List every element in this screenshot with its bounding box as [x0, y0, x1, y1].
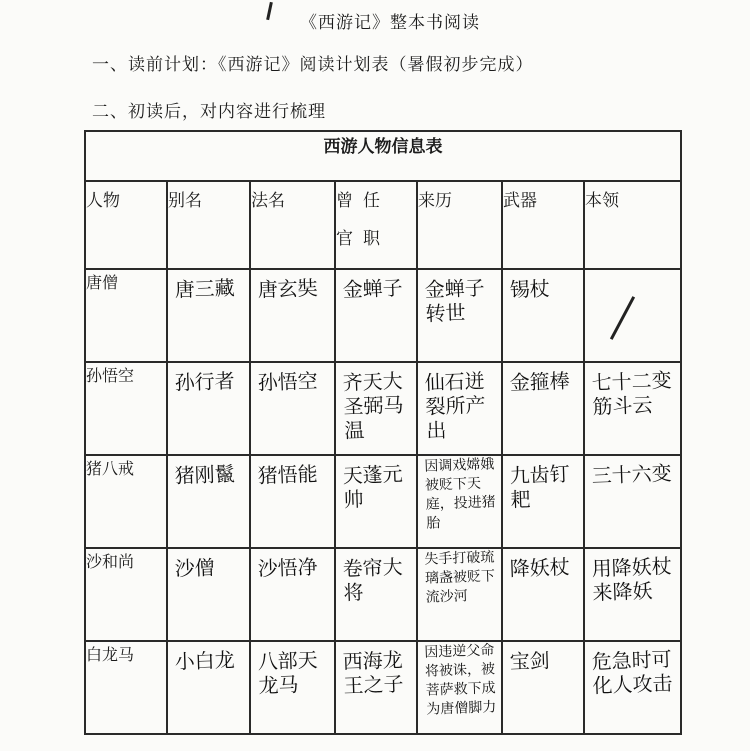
alias-text: 唐三藏: [174, 275, 236, 302]
origin-text: 仙石迸裂所产出: [424, 368, 486, 443]
alias-cell: [167, 455, 250, 548]
office-cell: [335, 641, 417, 734]
alias-text: 猪刚鬣: [174, 461, 236, 488]
character-name: 猪八戒: [85, 455, 167, 548]
origin-text: 因违逆父命将被诛，被菩萨救下成为唐僧脚力: [424, 642, 497, 718]
skill-cell: [584, 269, 681, 362]
weapon-text: 宝剑: [509, 648, 551, 674]
alias-text: 沙僧: [174, 555, 216, 581]
column-header: 别名: [167, 181, 250, 269]
origin-cell: [417, 269, 502, 362]
skill-text: 危急时可化人攻击: [591, 646, 673, 698]
column-header: 人物: [85, 181, 167, 269]
column-header: 武器: [502, 181, 584, 269]
character-info-table: [84, 130, 682, 735]
dharma-text: 孙悟空: [257, 368, 319, 395]
skill-text: 三十六变: [591, 460, 673, 488]
office-cell: [335, 548, 417, 641]
origin-text: 失手打破琉璃盏被贬下流沙河: [424, 549, 496, 606]
origin-cell: [417, 641, 502, 734]
origin-text: 金蝉子转世: [424, 275, 486, 326]
dharma-cell: [250, 641, 335, 734]
dharma-cell: [250, 548, 335, 641]
alias-cell: [167, 269, 250, 362]
column-header: 来历: [417, 181, 502, 269]
office-cell: [335, 269, 417, 362]
weapon-text: 降妖杖: [509, 554, 571, 581]
dharma-cell: [250, 455, 335, 548]
skill-text: 七十二变筋斗云: [591, 367, 673, 419]
column-header: 法名: [250, 181, 335, 269]
table-row: [85, 548, 681, 641]
alias-text: 小白龙: [174, 647, 236, 674]
page-title: 《西游记》整本书阅读: [300, 13, 480, 33]
slash-mark: [610, 296, 635, 340]
header-row: [85, 181, 681, 269]
office-text: 卷帘大将: [342, 554, 404, 605]
office-text: 金蝉子: [342, 275, 404, 302]
dharma-text: 八部天龙马: [257, 647, 319, 698]
office-text: 齐天大圣弼马温: [342, 368, 404, 443]
weapon-cell: [502, 641, 584, 734]
weapon-cell: [502, 455, 584, 548]
office-text: 天蓬元帅: [342, 461, 404, 512]
weapon-cell: [502, 269, 584, 362]
pen-mark: [266, 2, 273, 20]
skill-cell: [584, 548, 681, 641]
dharma-cell: [250, 362, 335, 455]
character-name: 孙悟空: [85, 362, 167, 455]
alias-cell: [167, 362, 250, 455]
weapon-cell: [502, 362, 584, 455]
office-cell: [335, 455, 417, 548]
table-caption: 西游人物信息表: [85, 131, 681, 181]
origin-cell: [417, 455, 502, 548]
table-row: [85, 362, 681, 455]
office-text: 西海龙王之子: [342, 647, 404, 698]
weapon-text: 锡杖: [509, 276, 551, 302]
origin-text: 因调戏嫦娥被贬下天庭，投进猪胎: [424, 456, 496, 532]
character-name: 白龙马: [85, 641, 167, 734]
weapon-text: 金箍棒: [509, 368, 571, 395]
section-one-heading: 一、读前计划：《西游记》阅读计划表（暑假初步完成）: [92, 55, 534, 75]
weapon-text: 九齿钉耙: [509, 461, 571, 512]
skill-cell: [584, 455, 681, 548]
dharma-text: 沙悟净: [257, 554, 319, 581]
table-row: [85, 455, 681, 548]
dharma-text: 猪悟能: [257, 461, 319, 488]
skill-text: 用降妖杖来降妖: [591, 553, 673, 605]
origin-cell: [417, 548, 502, 641]
skill-cell: [584, 641, 681, 734]
dharma-cell: [250, 269, 335, 362]
table-row: [85, 269, 681, 362]
column-header: 本领: [584, 181, 681, 269]
dharma-text: 唐玄奘: [257, 275, 319, 302]
section-two-heading: 二、初读后，对内容进行梳理: [92, 102, 326, 122]
weapon-cell: [502, 548, 584, 641]
skill-cell: [584, 362, 681, 455]
column-header: 曾任官职: [335, 181, 417, 269]
alias-cell: [167, 641, 250, 734]
alias-text: 孙行者: [174, 368, 236, 395]
alias-cell: [167, 548, 250, 641]
origin-cell: [417, 362, 502, 455]
office-cell: [335, 362, 417, 455]
character-name: 沙和尚: [85, 548, 167, 641]
character-name: 唐僧: [85, 269, 167, 362]
table-row: [85, 641, 681, 734]
